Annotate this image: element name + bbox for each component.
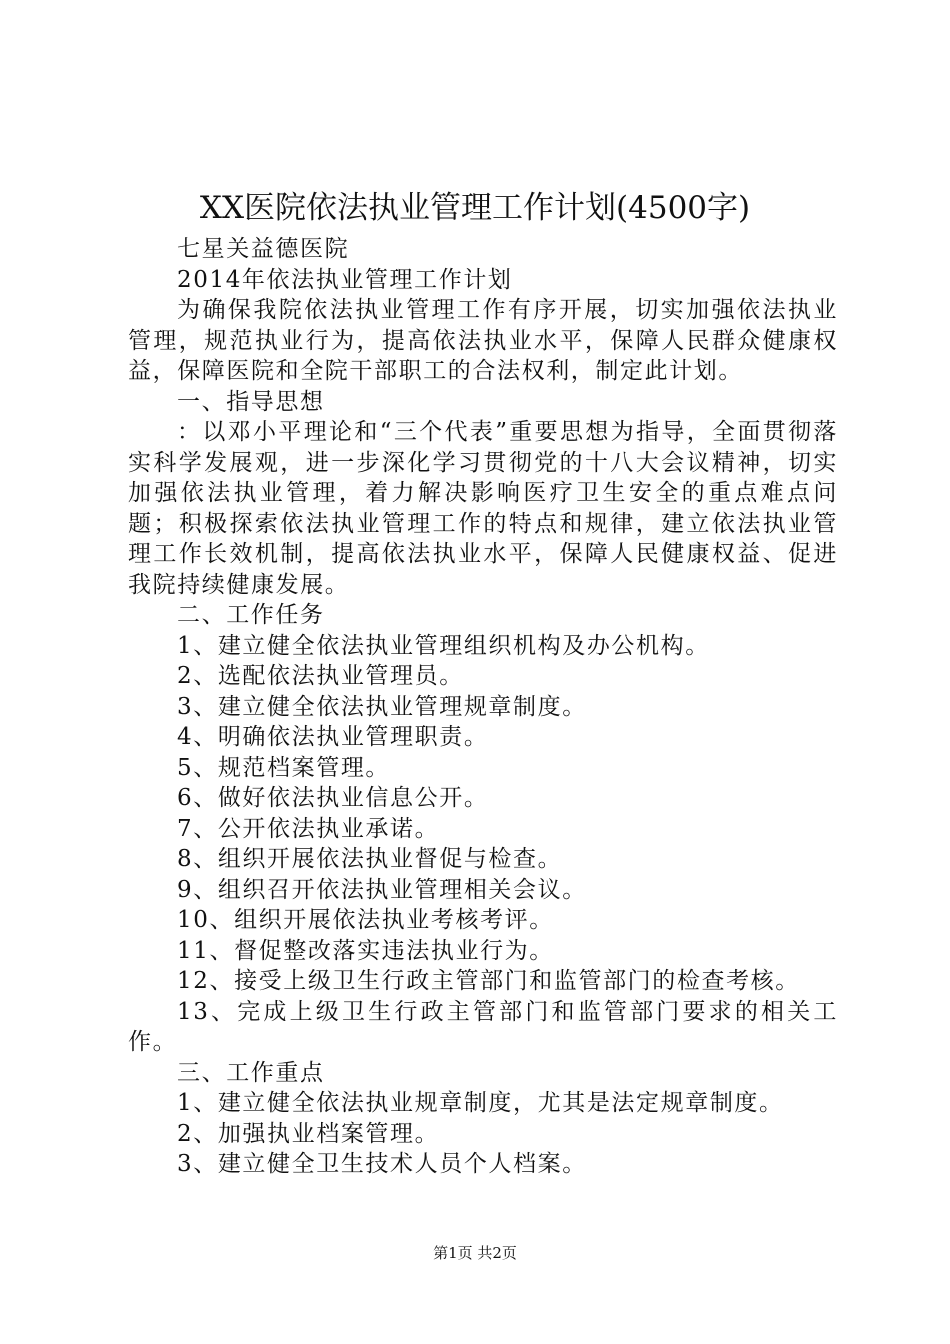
list-item: 7、公开依法执业承诺。 xyxy=(177,815,440,842)
section-heading: 三、工作重点 xyxy=(177,1059,325,1086)
list-item: 11、督促整改落实违法执业行为。 xyxy=(177,937,554,964)
document-body xyxy=(128,234,838,1180)
list-item: 12、接受上级卫生行政主管部门和监管部门的检查考核。 xyxy=(177,968,800,994)
section-heading: 二、工作任务 xyxy=(177,602,325,628)
paragraph: ：以邓小平理论和“三个代表”重要思想为指导，全面贯彻落实科学发展观，进一步深化学习贯彻党的十八大会议精神，切实加强依法执业管理，着力解决影响医疗卫生安全的重点难点问题；积极探索依法执业管理工作的特点和规律，建立依法执业管理工作长效机制，提高依法执业水平，保障人民健康权益、促进我院持续健康发展。 xyxy=(128,419,838,598)
list-item: 10、组织开展依法执业考核考评。 xyxy=(177,907,554,933)
list-item: 3、建立健全卫生技术人员个人档案。 xyxy=(177,1151,587,1177)
document-title: XX医院依法执业管理工作计划(4500字) xyxy=(199,190,751,226)
list-item: 2、加强执业档案管理。 xyxy=(177,1120,440,1147)
list-item: 4、明确依法执业管理职责。 xyxy=(177,724,489,750)
paragraph: 七星关益德医院 xyxy=(177,236,350,262)
list-item: 1、建立健全依法执业管理组织机构及办公机构。 xyxy=(177,632,710,659)
paragraph: 2014年依法执业管理工作计划 xyxy=(177,266,513,293)
list-item: 1、建立健全依法执业规章制度，尤其是法定规章制度。 xyxy=(177,1090,784,1116)
list-item: 13、完成上级卫生行政主管部门和监管部门要求的相关工作。 xyxy=(128,998,838,1055)
paragraph: 为确保我院依法执业管理工作有序开展，切实加强依法执业管理，规范执业行为，提高依法执业水平，保障人民群众健康权益，保障医院和全院干部职工的合法权利，制定此计划。 xyxy=(128,297,838,384)
list-item: 5、规范档案管理。 xyxy=(177,754,391,781)
list-item: 6、做好依法执业信息公开。 xyxy=(177,785,489,811)
list-item: 2、选配依法执业管理员。 xyxy=(177,663,464,689)
list-item: 9、组织召开依法执业管理相关会议。 xyxy=(177,876,587,903)
list-item: 8、组织开展依法执业督促与检查。 xyxy=(177,846,563,872)
page-footer: 第1页 共2页 xyxy=(433,1244,517,1262)
section-heading: 一、指导思想 xyxy=(177,388,325,415)
list-item: 3、建立健全依法执业管理规章制度。 xyxy=(177,693,587,720)
